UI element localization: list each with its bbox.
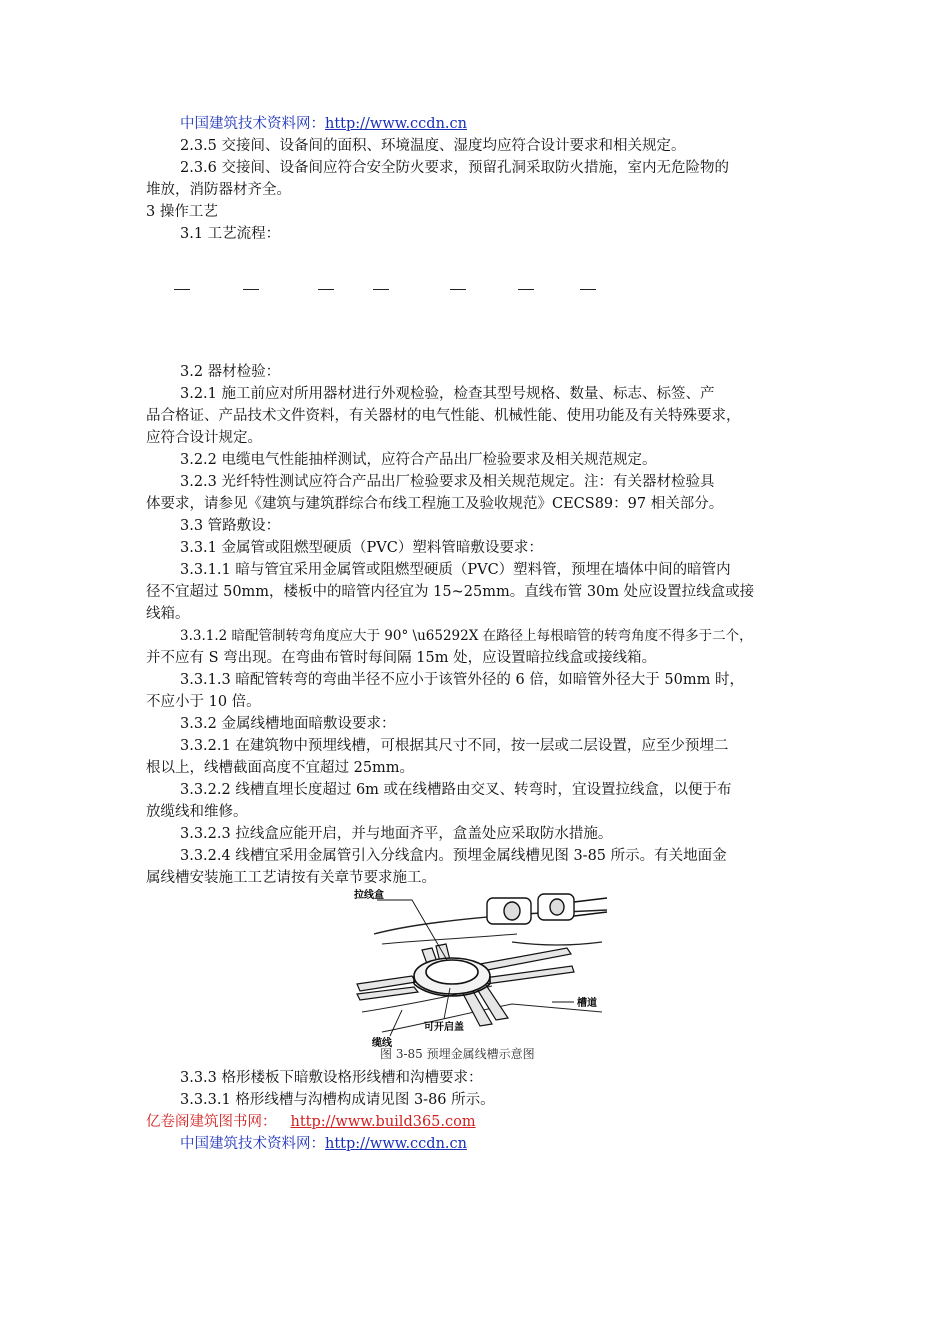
para-3-2-2: 3.2.2 电缆电气性能抽样测试，应符合产品出厂检验要求及相关规范规定。 (180, 452, 657, 468)
flow-dash (243, 289, 259, 290)
para-3-3-3: 3.3.3 格形楼板下暗敷设格形线槽和沟槽要求： (180, 1070, 483, 1086)
para-3-3-3-1: 3.3.3.1 格形线槽与沟槽构成请见图 3-86 所示。 (180, 1092, 495, 1108)
para-3-3-2-4-line2: 属线槽安装施工工艺请按有关章节要求施工。 (146, 870, 436, 886)
flow-dash (174, 289, 190, 290)
para-3-3-2-1-line2: 根以上，线槽截面高度不宜超过 25mm。 (146, 760, 415, 776)
footer-book-site-url[interactable]: http://www.build365.com (290, 1114, 476, 1130)
label-openable-lid: 可开启盖 (424, 1022, 464, 1033)
footer-book-site-label: 亿卷阁建筑图书网： (146, 1114, 277, 1130)
para-3-2-3-line2: 体要求，请参见《建筑与建筑群综合布线工程施工及验收规范》CECS89：97 相关部分。 (146, 496, 724, 512)
label-pull-box: 拉线盒 (354, 890, 384, 901)
para-3-2-1-line2: 品合格证、产品技术文件资料，有关器材的电气性能、机械性能、使用功能及有关特殊要求， (146, 408, 741, 424)
para-3-3-2-2-line1: 3.3.2.2 线槽直埋长度超过 6m 或在线槽路由交叉、转弯时，宜设置拉线盒，以便于布 (180, 782, 732, 798)
para-3-3-2-3: 3.3.2.3 拉线盒应能开启，并与地面齐平，盒盖处应采取防水措施。 (180, 826, 613, 842)
para-3-3-1-1-line2: 径不宜超过 50mm，楼板中的暗管内径宜为 15~25mm。直线布管 30m 处应设置拉线盒或接 (146, 584, 755, 600)
para-3-2-1-line1: 3.2.1 施工前应对所用器材进行外观检验，检查其型号规格、数量、标志、标签、产 (180, 386, 715, 402)
figure-caption: 图 3-85 预埋金属线槽示意图 (380, 1047, 535, 1061)
para-2-3-6-line1: 2.3.6 交接间、设备间应符合安全防火要求，预留孔洞采取防火措施，室内无危险物的 (180, 160, 730, 176)
section-3-3-heading: 3.3 管路敷设： (180, 518, 281, 534)
header-site-link (180, 114, 467, 134)
para-3-3-1-1-line3: 线箱。 (146, 606, 190, 622)
buried-trough-illustration (352, 884, 612, 1049)
para-3-3-1: 3.3.1 金属管或阻燃型硬质（PVC）塑料管暗敷设要求： (180, 540, 543, 556)
flow-dash (580, 289, 596, 290)
flow-dash (318, 289, 334, 290)
para-3-3-2-2-line2: 放缆线和维修。 (146, 804, 248, 820)
section-3-2-heading: 3.2 器材检验： (180, 364, 281, 380)
para-3-2-3-line1: 3.2.3 光纤特性测试应符合产品出厂检验要求及相关规范规定。注：有关器材检验具 (180, 474, 715, 490)
flow-dash (450, 289, 466, 290)
section-3-heading: 3 操作工艺 (146, 204, 218, 220)
label-cable: 缆线 (372, 1038, 392, 1049)
para-2-3-5: 2.3.5 交接间、设备间的面积、环境温度、湿度均应符合设计要求和相关规定。 (180, 138, 686, 154)
para-3-3-1-1-line1: 3.3.1.1 暗与管宜采用金属管或阻燃型硬质（PVC）塑料管，预埋在墙体中间的暗管内 (180, 562, 731, 578)
para-3-3-1-2-line2: 并不应有 S 弯出现。在弯曲布管时每间隔 15m 处，应设置暗拉线盒或接线箱。 (146, 650, 657, 666)
flow-dash (373, 289, 389, 290)
footer-book-site-link (146, 1112, 476, 1132)
para-3-3-2-1-line1: 3.3.2.1 在建筑物中预埋线槽，可根据其尺寸不同，按一层或二层设置，应至少预埋二 (180, 738, 729, 754)
para-3-2-1-line3: 应符合设计规定。 (146, 430, 262, 446)
footer-ccdn-link (180, 1134, 467, 1154)
label-trough: 槽道 (577, 998, 597, 1009)
footer-ccdn-label: 中国建筑技术资料网： (180, 1136, 325, 1152)
header-site-url[interactable]: http://www.ccdn.cn (325, 116, 467, 132)
figure-3-85 (352, 884, 612, 1053)
header-site-label: 中国建筑技术资料网： (180, 116, 325, 132)
para-3-3-2-4-line1: 3.3.2.4 线槽宜采用金属管引入分线盒内。预埋金属线槽见图 3-85 所示。有关地面金 (180, 848, 727, 864)
section-3-1-heading: 3.1 工艺流程： (180, 226, 281, 242)
para-3-3-1-3-line2: 不应小于 10 倍。 (146, 694, 261, 710)
para-3-3-1-2-line1: 3.3.1.2 暗配管制转弯角度应大于 90° \u65292X 在路径上每根暗管的转弯角度不得多于二个， (180, 628, 753, 644)
flow-dash (518, 289, 534, 290)
para-3-3-1-3-line1: 3.3.1.3 暗配管转弯的弯曲半径不应小于该管外径的 6 倍，如暗管外径大于 50mm 时， (180, 672, 744, 688)
para-3-3-2: 3.3.2 金属线槽地面暗敷设要求： (180, 716, 396, 732)
footer-ccdn-url[interactable]: http://www.ccdn.cn (325, 1136, 467, 1152)
para-2-3-6-line2: 堆放，消防器材齐全。 (146, 182, 291, 198)
